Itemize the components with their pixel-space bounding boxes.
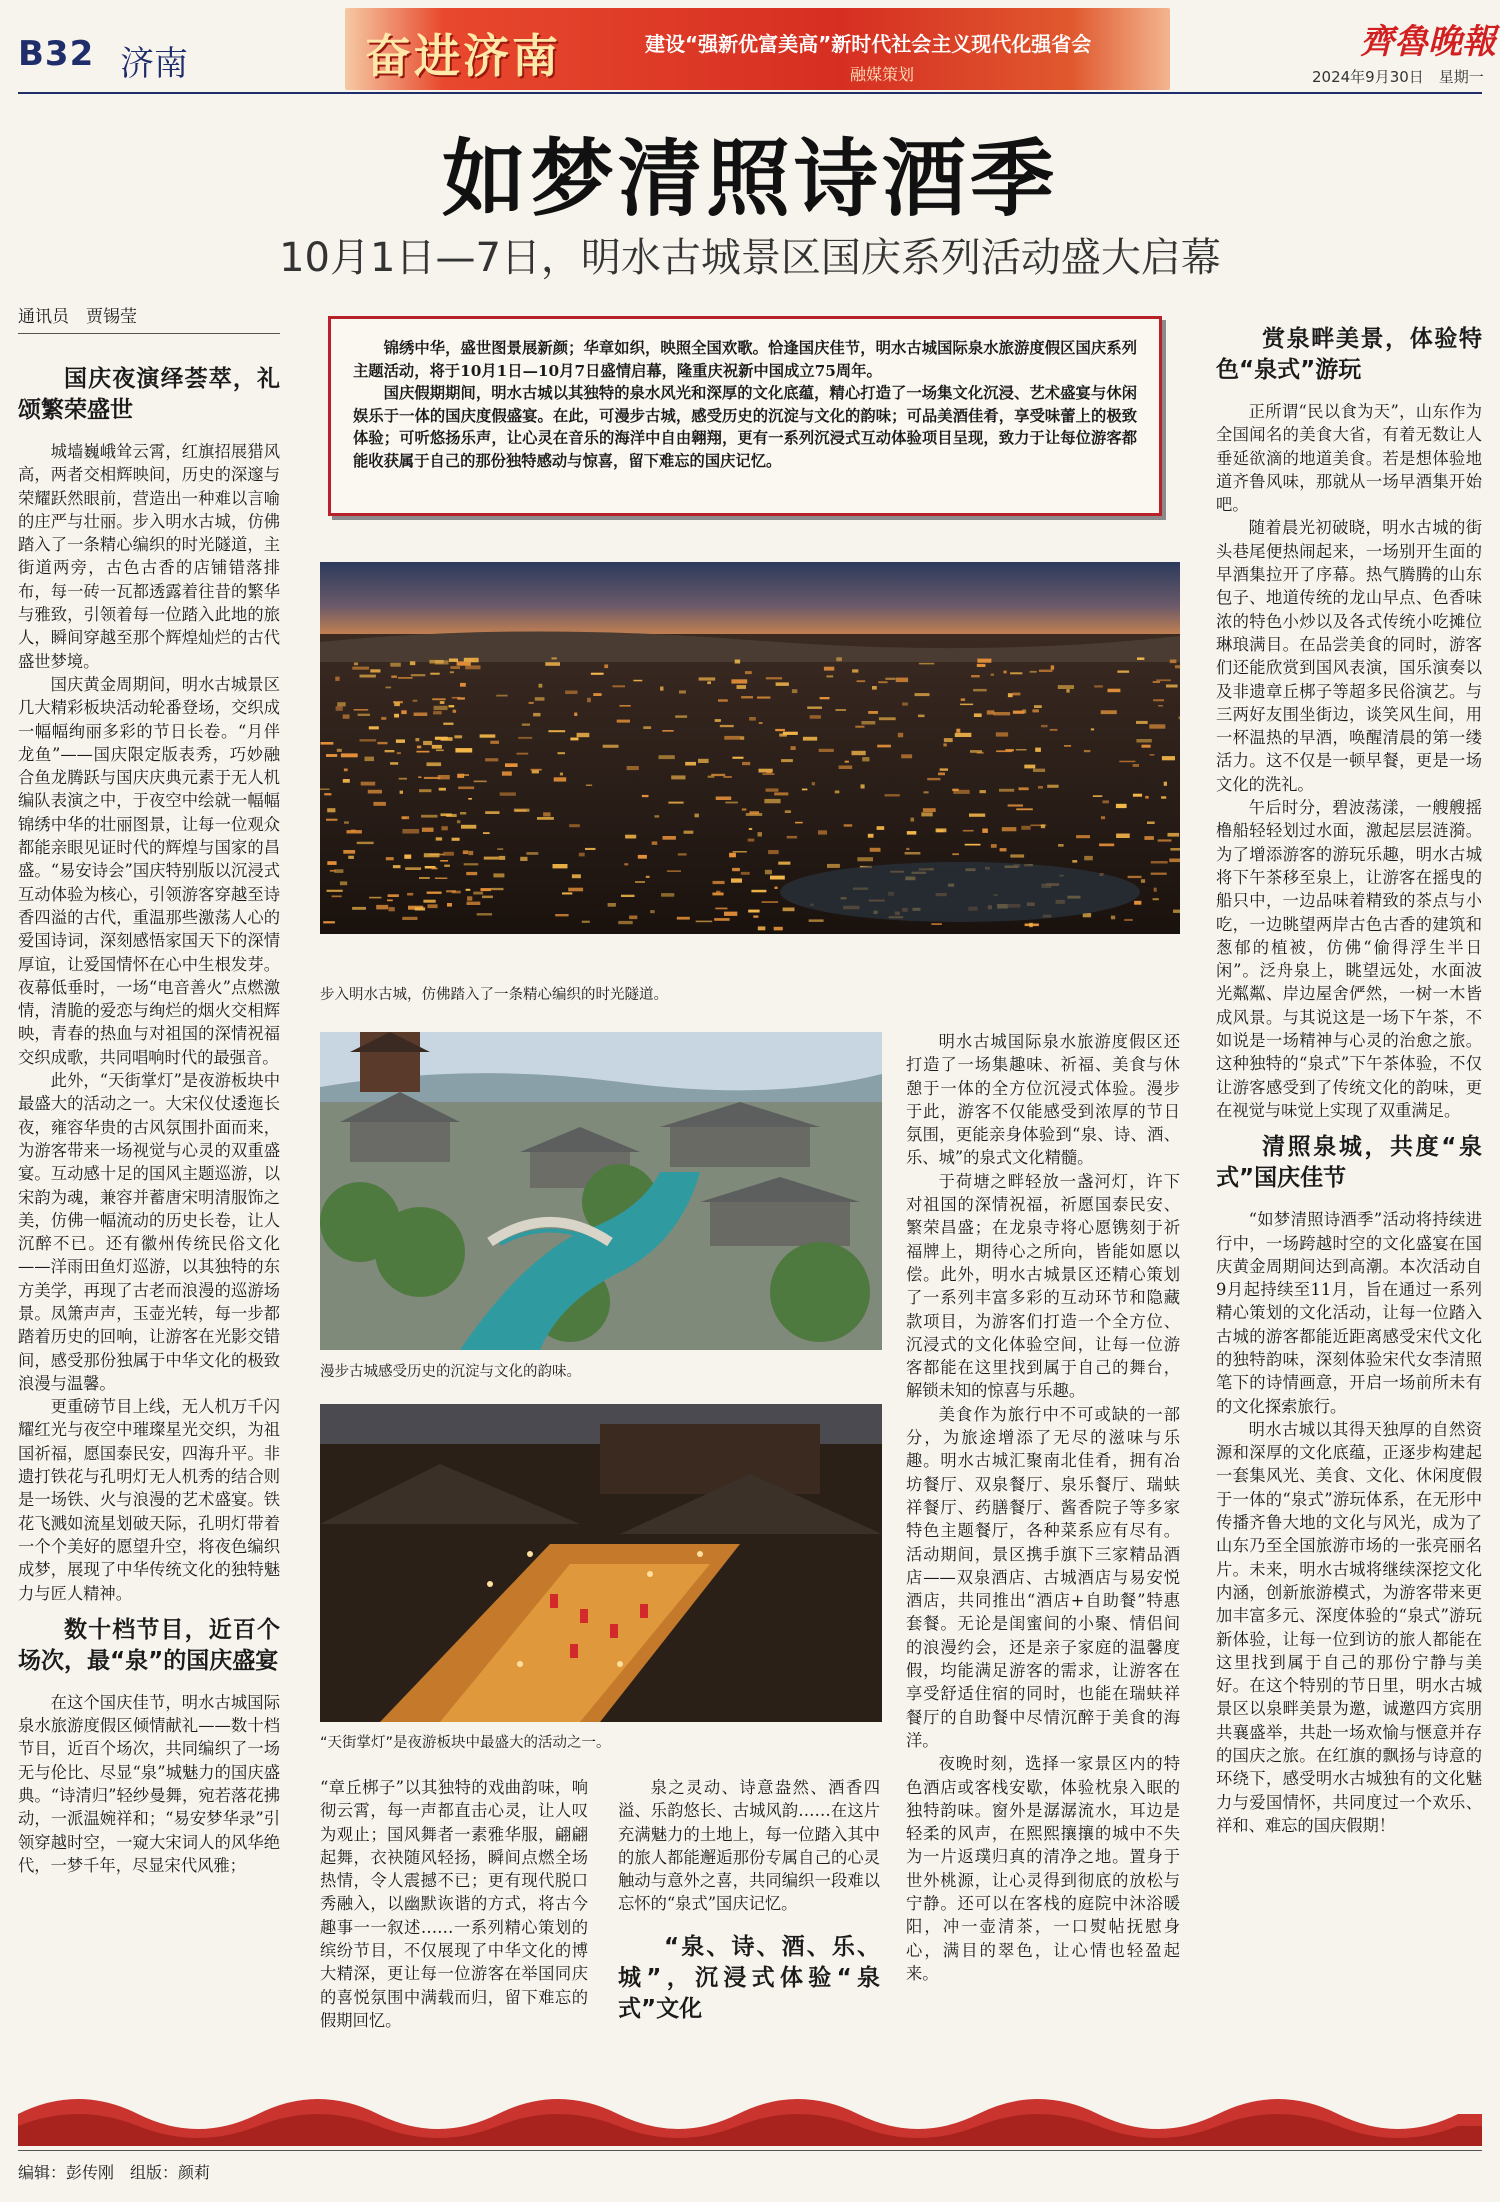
paragraph: 明水古城国际泉水旅游度假区还打造了一场集趣味、祈福、美食与休憩于一体的全方位沉浸式体验。漫步于此，游客不仅能感受到浓厚的节日氛围，更能亲身体验到“泉、诗、酒、乐、城”的泉式文化精髓。 bbox=[906, 1032, 1180, 1168]
section-name: 济南 bbox=[120, 44, 188, 84]
photo-canal-bridge bbox=[320, 1032, 882, 1350]
paragraph: 泉之灵动、诗意盎然、酒香四溢、乐韵悠长、古城风韵……在这片充满魅力的土地上，每一位踏入其中的旅人都能邂逅那份专属自己的心灵触动与意外之喜，共同编织一段难以忘怀的“泉式”国庆记忆。 bbox=[618, 1778, 880, 1914]
page-header bbox=[0, 0, 1500, 100]
paragraph: 于荷塘之畔轻放一盏河灯，许下对祖国的深情祝福，祈愿国泰民安、繁荣昌盛；在龙泉寺将心愿镌刻于祈福牌上，期待心之所向，皆能如愿以偿。此外，明水古城景区还精心策划了一系列丰富多彩的互动环节和隐藏款项目，为游客们打造一个全方位、沉浸式的文化体验空间，让每一位游客都能在这里找到属于自己的舞台，解锁未知的惊喜与乐趣。 bbox=[906, 1171, 1180, 1401]
column-right bbox=[1216, 318, 1482, 1837]
banner-tag: 融媒策划 bbox=[850, 65, 915, 84]
footer-divider bbox=[18, 2150, 1482, 2151]
decorative-footer-pattern bbox=[18, 2074, 1482, 2146]
column-left bbox=[18, 358, 280, 1877]
column-mid-b bbox=[618, 1776, 880, 2039]
banner-title: 奋进济南 bbox=[365, 29, 561, 83]
page-number: B32 bbox=[18, 34, 95, 74]
paragraph: 城墙巍峨耸云霄，红旗招展猎风高，两者交相辉映间，历史的深邃与荣耀跃然眼前，营造出一种难以言喻的庄严与壮丽。步入明水古城，仿佛踏入了一条精心编织的时光隧道，主街道两旁，古色古香的店铺错落排布，每一砖一瓦都透露着往昔的繁华与雅致，引领着每一位踏入此地的旅人，瞬间穿越至那个辉煌灿烂的古代盛世梦境。 bbox=[18, 442, 280, 671]
section-heading: 赏泉畔美景，体验特色“泉式”游玩 bbox=[1216, 326, 1482, 383]
intro-box bbox=[328, 316, 1162, 516]
banner-subtitle: 建设“强新优富美高”新时代社会主义现代化强省会 bbox=[645, 32, 1092, 56]
section-heading: “泉、诗、酒、乐、城”，沉浸式体验“泉式”文化 bbox=[618, 1933, 880, 2022]
photo-caption: “天街掌灯”是夜游板块中最盛大的活动之一。 bbox=[320, 1735, 611, 1751]
wave-pattern-icon bbox=[18, 2074, 1482, 2146]
header-divider bbox=[18, 92, 1482, 94]
canal-bridge-image bbox=[320, 1032, 882, 1350]
section-heading: 清照泉城，共度“泉式”国庆佳节 bbox=[1216, 1134, 1482, 1192]
paragraph: 美食作为旅行中不可或缺的一部分，为旅途增添了无尽的滋味与乐趣。明水古城汇聚南北佳肴，拥有冶坊餐厅、双泉餐厅、泉乐餐厅、瑞蚨祥餐厅、药膳餐厅、酱香院子等多家特色主题餐厅，各种菜系应有尽有。活动期间，景区携手旗下三家精品酒店——双泉酒店、古城酒店与易安悦酒店，共同推出“酒店+自助餐”特惠套餐。无论是闺蜜间的小聚、情侣间的浪漫约会，还是亲子家庭的温馨度假，均能满足游客的需求，让游客在享受舒适住宿的同时，也能在瑞蚨祥餐厅的自助餐中尽情沉醉于美食的海洋。 bbox=[906, 1404, 1180, 1750]
intro-paragraph: 国庆假期期间，明水古城以其独特的泉水风光和深厚的文化底蕴，精心打造了一场集文化沉浸、艺术盛宴与休闲娱乐于一体的国庆度假盛宴。在此，可漫步古城，感受历史的沉淀与文化的韵味；可品美酒佳肴，享受味蕾上的极致体验；可听悠扬乐声，让心灵在音乐的海洋中自由翱翔，更有一系列沉浸式互动体验项目呈现，致力于让每位游客都能收获属于自己的那份独特感动与惊喜，留下难忘的国庆记忆。 bbox=[353, 384, 1137, 470]
photo-night-parade bbox=[320, 1404, 882, 1722]
paragraph: 午后时分，碧波荡漾，一艘艘摇橹船轻轻划过水面，激起层层涟漪。为了增添游客的游玩乐趣，明水古城将下午茶移至泉上，让游客在摇曳的船只中，一边品味着精致的茶点与小吃，一边眺望两岸古色古香的建筑和葱郁的植被，仿佛“偷得浮生半日闲”。泛舟泉上，眺望远处，水面波光粼粼、岸边屋舍俨然，一树一木皆成风景。与其说这是一场下午茶，不如说是一场精神与心灵的治愈之旅。这种独特的“泉式”下午茶体验，不仅让游客感受到了传统文化的韵味，更在视觉与味觉上实现了双重满足。 bbox=[1216, 798, 1482, 1120]
night-parade-image bbox=[320, 1404, 882, 1722]
paragraph: 随着晨光初破晓，明水古城的街头巷尾便热闹起来，一场别开生面的早酒集拉开了序幕。热气腾腾的山东包子、地道传统的龙山早点、色香味浓的特色小炒以及各式传统小吃摊位琳琅满目。在品尝美食的同时，游客们还能欣赏到国风表演，国乐演奏以及非遗章丘梆子等超多民俗演艺。与三两好友围坐街边，谈笑风生间，用一杯温热的早酒，唤醒清晨的第一缕活力。这不仅是一顿早餐，更是一场文化的洗礼。 bbox=[1216, 518, 1482, 794]
aerial-town-image bbox=[320, 562, 1180, 934]
section-banner bbox=[345, 8, 1170, 90]
paragraph: 国庆黄金周期间，明水古城景区几大精彩板块活动轮番登场，交织成一幅幅绚丽多彩的节日长卷。“月伴龙鱼”——国庆限定版表秀，巧妙融合鱼龙腾跃与国庆庆典元素于无人机编队表演之中，于夜空中绘就一幅幅锦绣中华的壮丽图景，让每一位观众都能亲眼见证时代的辉煌与国家的昌盛。“易安诗会”国庆特别版以沉浸式互动体验为核心，引领游客穿越至诗香四溢的古代，重温那些激荡人心的爱国诗词，深刻感悟家国天下的深情厚谊，让爱国情怀在心中生根发芽。夜幕低垂时，一场“电音善火”点燃激情，清脆的爱恋与绚烂的烟火交相辉映，青春的热血与对祖国的深情祝福交织成歌，共同唱响时代的最强音。 bbox=[18, 674, 280, 1067]
paragraph: “如梦清照诗酒季”活动将持续进行中，一场跨越时空的文化盛宴在国庆黄金周期间达到高潮。本次活动自9月起持续至11月，旨在通过一系列精心策划的文化活动，让每一位踏入古城的游客都能近距离感受宋代文化的独特韵味，深刻体验宋代女李清照笔下的诗情画意，开启一场前所未有的文化探索旅行。 bbox=[1216, 1210, 1482, 1416]
editor-credits: 编辑：彭传刚 组版：颜莉 bbox=[18, 2163, 211, 2182]
column-center-right bbox=[906, 1030, 1180, 1985]
byline: 通讯员 贾锡莹 bbox=[18, 302, 280, 334]
paragraph: 正所谓“民以食为天”，山东作为全国闻名的美食大省，有着无数让人垂延欲滴的地道美食。若是想体验地道齐鲁风味，那就从一场早酒集开始吧。 bbox=[1216, 402, 1482, 515]
section-heading: 国庆夜演绎荟萃，礼颂繁荣盛世 bbox=[18, 366, 280, 423]
paragraph: 更重磅节目上线，无人机万千闪耀红光与夜空中璀璨星光交织，为祖国祈福，愿国泰民安，四海升平。非遗打铁花与孔明灯无人机秀的结合则是一场铁、火与浪漫的艺术盛宴。铁花飞溅如流星划破天际，孔明灯带着一个个美好的愿望升空，将夜色编织成梦，展现了中华传统文化的独特魅力与匠人精神。 bbox=[18, 1397, 280, 1603]
newspaper-masthead-logo: 齊魯晚報 bbox=[1360, 22, 1496, 62]
section-heading: 数十档节目，近百个场次，最“泉”的国庆盛宴 bbox=[18, 1616, 280, 1674]
paragraph: 此外，“天街掌灯”是夜游板块中最盛大的活动之一。大宋仪仗逶迤长夜，雍容华贵的古风氛围扑面而来，为游客带来一场视觉与心灵的双重盛宴。互动感十足的国风主题巡游，以宋韵为魂，兼容并蓄唐宋明清服饰之美，仿佛一幅流动的历史长卷，让人沉醉不已。还有徽州传统民俗文化——洋雨田鱼灯巡游，以其独特的东方美学，再现了古老而浪漫的巡游场景。凤箫声声，玉壶光转，每一步都踏着历史的回响，让游客在光影交错间，感受那份独属于中华文化的极致浪漫与温馨。 bbox=[18, 1071, 280, 1393]
article-subtitle: 10月1日—7日，明水古城景区国庆系列活动盛大启幕 bbox=[279, 235, 1221, 281]
intro-paragraph: 锦绣中华，盛世图景展新颜；华章如织，映照全国欢歌。恰逢国庆佳节，明水古城国际泉水旅游度假区国庆系列主题活动，将于10月1日—10月7日盛情启幕，隆重庆祝新中国成立75周年。 bbox=[353, 339, 1137, 380]
photo-caption: 步入明水古城，仿佛踏入了一条精心编织的时光隧道。 bbox=[320, 987, 668, 1003]
column-mid-a bbox=[320, 1776, 588, 2032]
photo-caption: 漫步古城感受历史的沉淀与文化的韵味。 bbox=[320, 1364, 581, 1380]
paragraph: 明水古城以其得天独厚的自然资源和深厚的文化底蕴，正逐步构建起一套集风光、美食、文化、休闲度假于一体的“泉式”游玩体系，在无形中传播齐鲁大地的文化与风光，成为了山东乃至全国旅游市场的一张亮丽名片。未来，明水古城将继续深挖文化内涵，创新旅游模式，为游客带来更加丰富多元、深度体验的“泉式”游玩新体验，让每一位到访的旅人都能在这里找到属于自己的那份宁静与美好。在这个特别的节日里，明水古城景区以泉畔美景为邀，诚邀四方宾朋共襄盛举，共赴一场欢愉与惬意并存的国庆之旅。在红旗的飘扬与诗意的环绕下，感受明水古城独有的文化魅力与爱国情怀，共同度过一个欢乐、祥和、难忘的国庆假期！ bbox=[1216, 1419, 1482, 1835]
issue-date: 2024年9月30日 星期一 bbox=[1312, 68, 1484, 86]
paragraph: 在这个国庆佳节，明水古城国际泉水旅游度假区倾情献礼——数十档节目，近百个场次，共同编织了一场无与伦比、尽显“泉”城魅力的国庆盛典。“诗清归”轻纱曼舞，宛若落花拂动，一派温婉祥和；“易安梦华录”引领穿越时空，一窥大宋词人的风华绝代，一梦千年，尽显宋代风雅； bbox=[18, 1692, 280, 1875]
paragraph: “章丘梆子”以其独特的戏曲韵味，响彻云霄，每一声都直击心灵，让人叹为观止；国风舞者一素雅华服，翩翩起舞，衣袂随风轻扬，瞬间点燃全场热情，令人震撼不已；更有现代脱口秀融入，以幽默诙谐的方式，将古今趣事一一叙述……一系列精心策划的缤纷节目，不仅展现了中华文化的博大精深，更让每一位游客在举国同庆的喜悦氛围中满载而归，留下难忘的假期回忆。 bbox=[320, 1778, 588, 2030]
article-title: 如梦清照诗酒季 bbox=[441, 129, 1058, 228]
paragraph: 夜晚时刻，选择一家景区内的特色酒店或客栈安歇，体验枕泉入眠的独特韵味。窗外是潺潺流水，耳边是轻柔的风声，在熙熙攘攘的城中不失为一片返璞归真的清净之地。置身于世外桃源，让心灵得到彻底的放松与宁静。还可以在客栈的庭院中沐浴暖阳，冲一壶清茶，一口熨帖抚慰身心，满目的翠色，让心情也轻盈起来。 bbox=[906, 1754, 1180, 1983]
photo-aerial-night-town bbox=[320, 562, 1180, 934]
